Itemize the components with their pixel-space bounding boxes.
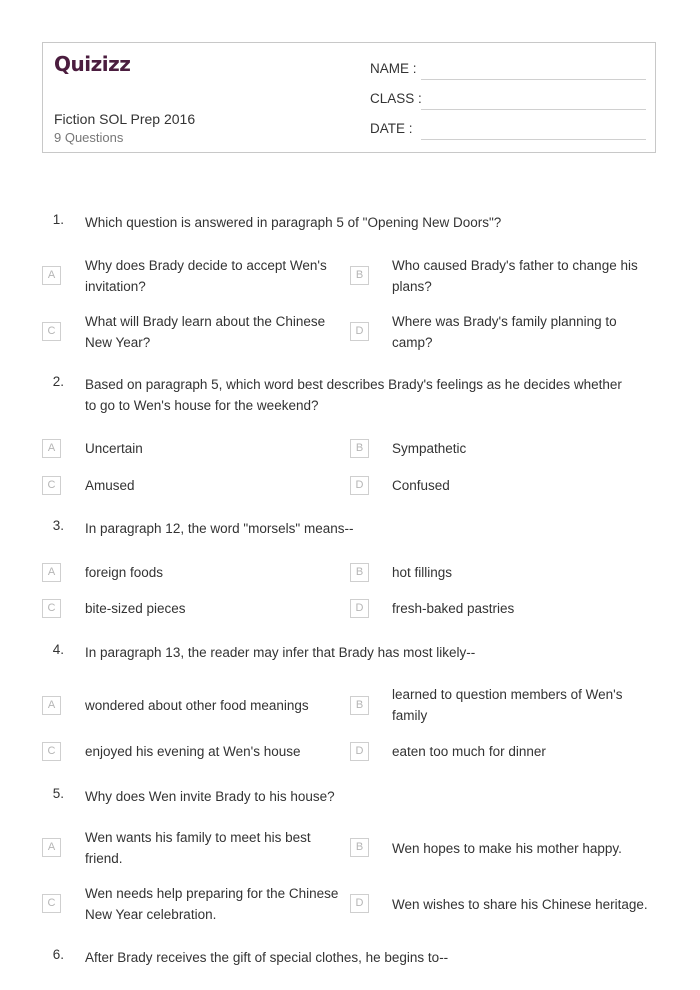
worksheet-title: Fiction SOL Prep 2016	[54, 111, 196, 127]
class-line	[421, 109, 646, 110]
option-text: What will Brady learn about the Chinese New Year?	[85, 314, 326, 350]
option-text: foreign foods	[85, 565, 164, 580]
option-letter: A	[42, 563, 61, 582]
question-text: Why does Wen invite Brady to his house?	[85, 789, 335, 804]
option-text: Wen hopes to make his mother happy.	[392, 840, 622, 856]
option-text: learned to question members of Wen's family	[392, 687, 623, 723]
option-letter: C	[42, 894, 61, 913]
name-line	[421, 79, 646, 80]
option-letter: A	[42, 696, 61, 715]
option-letter: C	[42, 599, 61, 618]
option-letter: B	[350, 266, 369, 285]
question-number: 2.	[52, 374, 64, 389]
question-count: 9 Questions	[54, 130, 124, 145]
option-letter: B	[350, 563, 369, 582]
option-text: Wen wishes to share his Chinese heritage.	[392, 896, 648, 912]
option-letter: D	[350, 599, 369, 618]
option-text: fresh-baked pastries	[392, 601, 515, 616]
option-text: enjoyed his evening at Wen's house	[85, 744, 301, 759]
option-text: Wen needs help preparing for the Chinese New Year celebration.	[85, 886, 339, 922]
option-letter: A	[42, 439, 61, 458]
option-letter: D	[350, 742, 369, 761]
date-line	[421, 139, 646, 140]
option-letter: D	[350, 476, 369, 495]
option-letter: B	[350, 838, 369, 857]
question-text: Which question is answered in paragraph 5 of "Opening New Doors"?	[85, 215, 502, 230]
option-text: hot fillings	[392, 565, 453, 580]
option-text: Who caused Brady's father to change his plans?	[392, 258, 638, 294]
question-number: 1.	[52, 212, 64, 227]
question-text: After Brady receives the gift of special clothes, he begins to--	[85, 950, 449, 965]
question-number: 6.	[52, 947, 64, 962]
quizizz-logo: Quizizz	[54, 52, 131, 76]
option-letter: B	[350, 439, 369, 458]
option-letter: D	[350, 894, 369, 913]
class-label: CLASS :	[370, 91, 422, 106]
date-label: DATE :	[370, 121, 413, 136]
option-text: bite-sized pieces	[85, 601, 186, 616]
option-text: Confused	[392, 478, 450, 493]
option-text: Why does Brady decide to accept Wen's invitation?	[85, 258, 327, 294]
option-letter: C	[42, 742, 61, 761]
question-text: Based on paragraph 5, which word best describes Brady's feelings as he decides whether to go to Wen's house for the weekend?	[85, 377, 622, 413]
option-letter: A	[42, 266, 61, 285]
question-number: 5.	[52, 786, 64, 801]
option-letter: C	[42, 476, 61, 495]
name-label: NAME :	[370, 61, 417, 76]
option-text: Sympathetic	[392, 441, 467, 456]
question-text: In paragraph 13, the reader may infer that Brady has most likely--	[85, 645, 476, 660]
option-letter: C	[42, 322, 61, 341]
option-text: Wen wants his family to meet his best friend.	[85, 830, 311, 866]
option-letter: A	[42, 838, 61, 857]
option-text: Uncertain	[85, 441, 143, 456]
question-number: 4.	[52, 642, 64, 657]
option-letter: B	[350, 696, 369, 715]
option-text: Amused	[85, 478, 135, 493]
option-text: eaten too much for dinner	[392, 744, 546, 759]
question-text: In paragraph 12, the word "morsels" means--	[85, 521, 354, 536]
option-letter: D	[350, 322, 369, 341]
option-text: wondered about other food meanings	[85, 697, 309, 713]
question-number: 3.	[52, 518, 64, 533]
option-text: Where was Brady's family planning to camp?	[392, 314, 617, 350]
worksheet-header	[42, 42, 656, 153]
